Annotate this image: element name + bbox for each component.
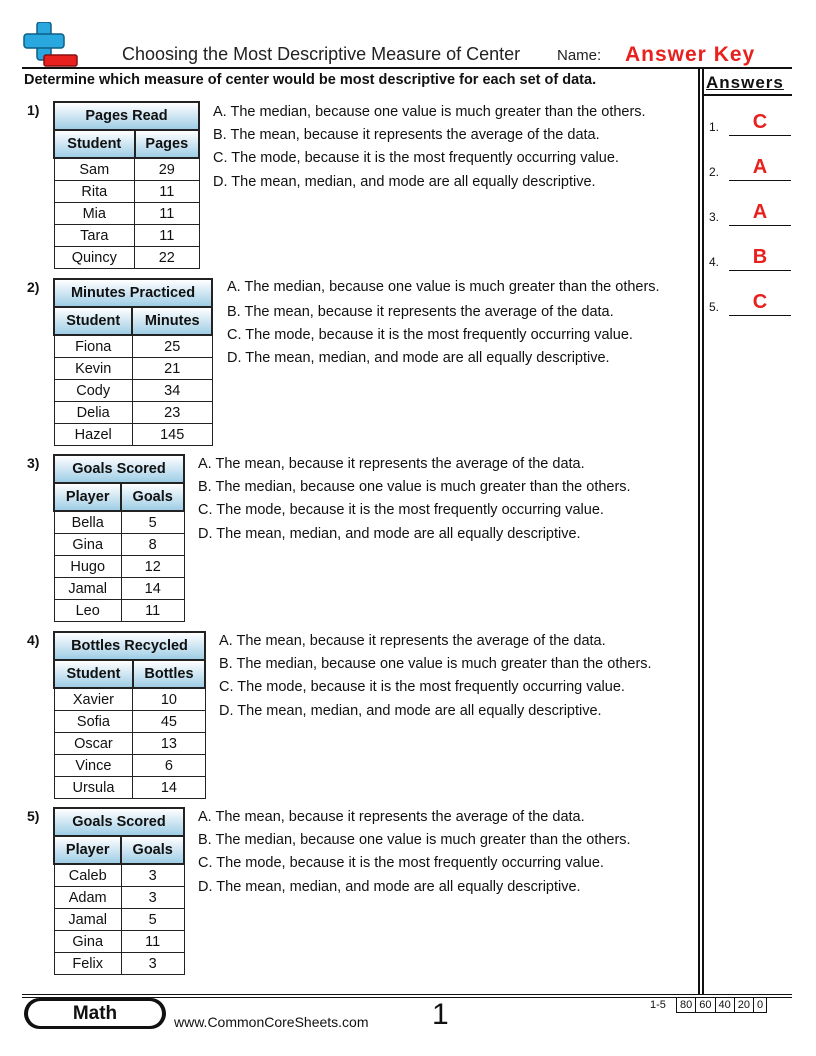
answer-value: A xyxy=(752,156,768,178)
option-c: C. The mode, because it is the most frequently occurring value. xyxy=(198,502,604,519)
score-range: 1-5 xyxy=(650,999,666,1011)
column-header: Goals xyxy=(121,483,184,511)
column-header: Player xyxy=(54,836,121,864)
table-cell: 11 xyxy=(135,225,199,247)
instructions: Determine which measure of center would be most descriptive for each set of data. xyxy=(24,72,597,88)
score-cell: 20 xyxy=(734,998,753,1013)
answer-number: 1. xyxy=(709,120,720,134)
table-cell: Gina xyxy=(54,534,121,556)
column-header: Student xyxy=(54,660,133,688)
table-cell: 23 xyxy=(132,402,212,424)
subject-label: Math xyxy=(72,1003,118,1024)
data-table xyxy=(53,101,200,269)
option-d: D. The mean, median, and mode are all equally descriptive. xyxy=(213,173,596,190)
table-title: Minutes Practiced xyxy=(54,279,212,307)
column-header: Pages xyxy=(135,130,199,158)
table-row xyxy=(54,887,184,909)
table-cell: 25 xyxy=(132,335,212,358)
table-row xyxy=(54,380,212,402)
name-label: Name: xyxy=(557,47,602,64)
table-cell: 3 xyxy=(121,864,184,887)
answers-column-border xyxy=(702,67,704,995)
answer-number: 4. xyxy=(709,255,720,269)
table-row xyxy=(54,534,184,556)
problem-number: 2) xyxy=(27,279,40,295)
table-row xyxy=(54,335,212,358)
table-cell: 5 xyxy=(121,511,184,534)
table-row xyxy=(54,755,205,777)
table-cell: 5 xyxy=(121,909,184,931)
option-c: C. The mode, because it is the most frequently occurring value. xyxy=(227,327,633,344)
table-row xyxy=(54,600,184,622)
table-row xyxy=(54,225,199,247)
table-title: Bottles Recycled xyxy=(54,632,205,660)
answer-options xyxy=(227,278,672,371)
option-b: B. The mean, because it represents the average of the data. xyxy=(227,304,614,320)
table-row xyxy=(54,402,212,424)
answer-row-2 xyxy=(709,155,793,185)
table-row xyxy=(54,909,184,931)
table-row xyxy=(54,158,199,181)
option-d: D. The mean, median, and mode are all equally descriptive. xyxy=(198,878,581,895)
column-header: Minutes xyxy=(132,307,212,335)
option-c: C. The mode, because it is the most frequently occurring value. xyxy=(198,855,604,872)
answer-options xyxy=(198,453,631,546)
option-a: A. The mean, because it represents the average of the data. xyxy=(198,809,585,825)
problem-number: 5) xyxy=(27,808,40,824)
table-cell: Caleb xyxy=(54,864,121,887)
answer-number: 2. xyxy=(709,165,720,179)
table-cell: Leo xyxy=(54,600,121,622)
column-header: Player xyxy=(54,483,121,511)
answer-key-label: Answer Key xyxy=(625,43,756,66)
table-cell: Cody xyxy=(54,380,132,402)
table-row xyxy=(54,203,199,225)
option-a: A. The median, because one value is much greater than the others. xyxy=(227,279,660,295)
option-b: B. The median, because one value is much greater than the others. xyxy=(198,479,631,496)
table-title: Goals Scored xyxy=(54,808,184,836)
data-table xyxy=(53,631,206,799)
table-cell: Mia xyxy=(54,203,135,225)
table-cell: 11 xyxy=(121,931,184,953)
data-table xyxy=(53,454,185,622)
table-cell: Oscar xyxy=(54,733,133,755)
data-table xyxy=(53,278,213,446)
score-table xyxy=(676,997,767,1013)
table-title: Pages Read xyxy=(54,102,199,130)
table-cell: 29 xyxy=(135,158,199,181)
table-cell: 11 xyxy=(121,600,184,622)
table-row xyxy=(54,556,184,578)
table-cell: 10 xyxy=(133,688,205,711)
option-d: D. The mean, median, and mode are all equally descriptive. xyxy=(198,525,581,542)
website-link: www.CommonCoreSheets.com xyxy=(174,1014,369,1030)
column-header: Goals xyxy=(121,836,184,864)
table-cell: 14 xyxy=(121,578,184,600)
table-row xyxy=(54,247,199,269)
table-title: Goals Scored xyxy=(54,455,184,483)
score-cell: 0 xyxy=(754,998,767,1013)
table-cell: Jamal xyxy=(54,578,121,600)
table-cell: 14 xyxy=(133,777,205,799)
option-b: B. The mean, because it represents the average of the data. xyxy=(213,127,600,144)
table-cell: Jamal xyxy=(54,909,121,931)
score-cell: 80 xyxy=(677,998,696,1013)
column-header: Student xyxy=(54,307,132,335)
answer-line xyxy=(729,180,791,181)
table-cell: 13 xyxy=(133,733,205,755)
answer-number: 3. xyxy=(709,210,720,224)
option-d: D. The mean, median, and mode are all equally descriptive. xyxy=(227,350,610,367)
answers-title: Answers xyxy=(706,73,784,92)
option-d: D. The mean, median, and mode are all equally descriptive. xyxy=(219,702,602,719)
table-cell: Hugo xyxy=(54,556,121,578)
table-row xyxy=(54,777,205,799)
header-divider xyxy=(22,67,792,69)
table-cell: 3 xyxy=(121,887,184,909)
table-cell: Sofia xyxy=(54,711,133,733)
table-cell: 21 xyxy=(132,358,212,380)
table-cell: Bella xyxy=(54,511,121,534)
answer-row-4 xyxy=(709,245,793,275)
table-cell: Gina xyxy=(54,931,121,953)
answer-line xyxy=(729,225,791,226)
table-cell: Ursula xyxy=(54,777,133,799)
answer-options xyxy=(198,806,631,899)
answers-title-divider xyxy=(704,94,792,96)
table-cell: Hazel xyxy=(54,424,132,446)
table-row xyxy=(54,688,205,711)
table-cell: Vince xyxy=(54,755,133,777)
table-row xyxy=(54,181,199,203)
column-header: Student xyxy=(54,130,135,158)
table-cell: Sam xyxy=(54,158,135,181)
table-cell: 45 xyxy=(133,711,205,733)
table-row xyxy=(54,733,205,755)
answer-value: B xyxy=(752,246,768,268)
table-cell: 11 xyxy=(135,181,199,203)
answer-options xyxy=(219,630,652,723)
table-cell: 22 xyxy=(135,247,199,269)
table-cell: 34 xyxy=(132,380,212,402)
option-b: B. The median, because one value is much greater than the others. xyxy=(219,656,652,673)
option-c: C. The mode, because it is the most frequently occurring value. xyxy=(219,679,625,696)
answer-value: C xyxy=(752,291,768,313)
table-cell: Rita xyxy=(54,181,135,203)
table-row xyxy=(54,511,184,534)
answer-value: A xyxy=(752,201,768,223)
column-header: Bottles xyxy=(133,660,205,688)
table-cell: 11 xyxy=(135,203,199,225)
table-cell: 8 xyxy=(121,534,184,556)
data-table xyxy=(53,807,185,975)
problem-number: 1) xyxy=(27,102,40,118)
option-b: B. The median, because one value is much greater than the others. xyxy=(198,832,631,849)
table-cell: 3 xyxy=(121,953,184,975)
answer-number: 5. xyxy=(709,300,720,314)
table-cell: 145 xyxy=(132,424,212,446)
score-cell: 40 xyxy=(715,998,734,1013)
answer-row-3 xyxy=(709,200,793,230)
table-row xyxy=(54,864,184,887)
answer-line xyxy=(729,315,791,316)
answer-row-1 xyxy=(709,110,793,140)
table-cell: Xavier xyxy=(54,688,133,711)
problem-number: 4) xyxy=(27,632,40,648)
table-cell: Kevin xyxy=(54,358,132,380)
answer-line xyxy=(729,135,791,136)
plus-minus-logo-icon xyxy=(22,22,80,68)
table-cell: Quincy xyxy=(54,247,135,269)
answer-value: C xyxy=(752,111,768,133)
option-a: A. The mean, because it represents the average of the data. xyxy=(198,456,585,472)
answers-column-border xyxy=(698,67,700,995)
table-row xyxy=(54,931,184,953)
table-cell: Felix xyxy=(54,953,121,975)
score-cell: 60 xyxy=(696,998,715,1013)
page-number: 1 xyxy=(432,998,449,1031)
page-title: Choosing the Most Descriptive Measure of Center xyxy=(122,44,521,64)
answer-line xyxy=(729,270,791,271)
table-cell: 12 xyxy=(121,556,184,578)
table-cell: Fiona xyxy=(54,335,132,358)
problem-number: 3) xyxy=(27,455,40,471)
answer-row-5 xyxy=(709,290,793,320)
table-cell: Delia xyxy=(54,402,132,424)
option-c: C. The mode, because it is the most frequently occurring value. xyxy=(213,150,619,167)
table-row xyxy=(54,953,184,975)
option-a: A. The median, because one value is much greater than the others. xyxy=(213,104,646,120)
table-cell: Tara xyxy=(54,225,135,247)
table-cell: Adam xyxy=(54,887,121,909)
answer-options xyxy=(213,101,646,194)
table-row xyxy=(54,711,205,733)
table-cell: 6 xyxy=(133,755,205,777)
table-row xyxy=(54,424,212,446)
table-row xyxy=(54,578,184,600)
option-a: A. The mean, because it represents the average of the data. xyxy=(219,633,606,649)
table-row xyxy=(54,358,212,380)
footer-divider xyxy=(22,994,792,995)
